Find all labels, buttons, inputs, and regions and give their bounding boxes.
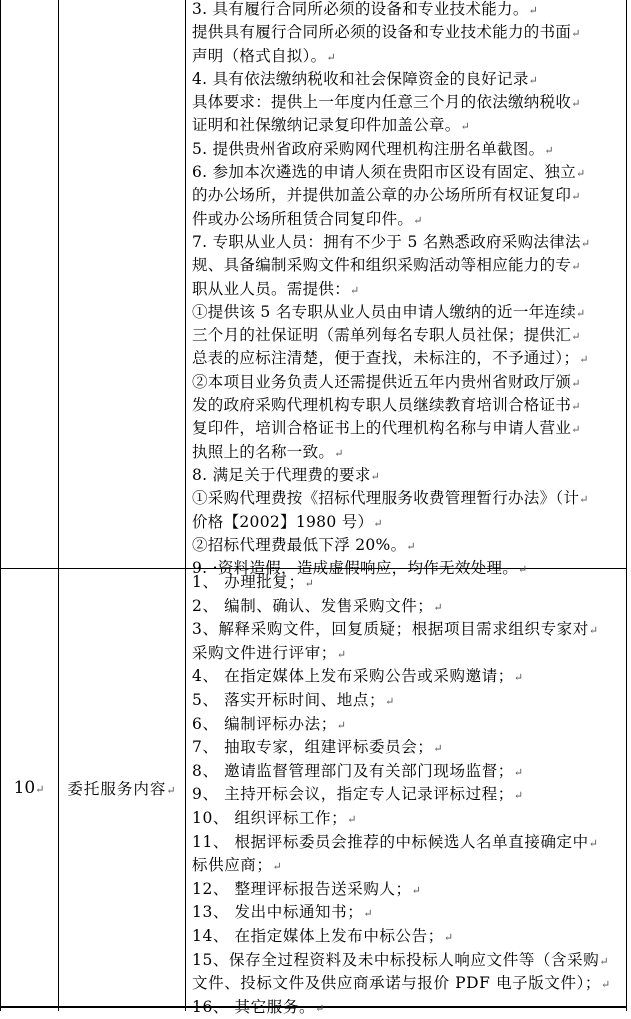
paragraph-mark: ↵: [588, 836, 599, 850]
paragraph-mark: ↵: [460, 120, 471, 134]
paragraph-mark: ↵: [579, 493, 589, 507]
paragraph-mark: ↵: [373, 516, 383, 530]
content-line: 总表的应标注清楚，便于查找，未标注的，不予通过）；↵: [192, 349, 589, 368]
content-line: 7、 抽取专家，组建评标委员会；↵: [192, 738, 444, 757]
paragraph-mark: ↵: [350, 283, 360, 297]
content-line: 6、 编制评标办法；↵: [192, 714, 347, 733]
paragraph-mark: ↵: [347, 812, 358, 826]
content-line: 13、 发出中标通知书；↵: [192, 903, 374, 922]
paragraph-mark: ↵: [363, 907, 374, 921]
paragraph-mark: ↵: [580, 236, 591, 250]
content-line: 8. 满足关于代理费的要求↵: [192, 465, 381, 484]
content-line: 11、 根据评标委员会推荐的中标候选人名单直接确定中↵: [192, 832, 599, 851]
paragraph-mark: ↵: [304, 577, 315, 590]
paragraph-mark: ↵: [433, 600, 444, 614]
content-line: 5、 落实开标时间、地点；↵: [192, 690, 395, 709]
content-line: 证明和社保缴纳记录复印件加盖公章。↵: [192, 116, 471, 135]
paragraph-mark: ↵: [413, 213, 423, 227]
content-line: 规、具备编制采购文件和组织采购活动等相应能力的专↵: [192, 256, 581, 275]
paragraph-mark: ↵: [544, 143, 554, 157]
content-line: 价格【2002】1980 号）↵: [192, 512, 383, 531]
content-line: 2、 编制、确认、发售采购文件；↵: [192, 596, 444, 615]
table-border-left: [0, 0, 1, 1011]
paragraph-mark: ↵: [571, 260, 581, 274]
content-line: 4. 具有依法缴纳税收和社会保障资金的良好记录↵: [192, 69, 539, 88]
paragraph-mark: ↵: [334, 446, 344, 460]
paragraph-mark: ↵: [528, 73, 539, 87]
paragraph-mark: ↵: [571, 330, 581, 344]
paragraph-mark: ↵: [588, 624, 599, 638]
paragraph-mark: ↵: [315, 1001, 325, 1015]
paragraph-mark: ↵: [579, 353, 589, 367]
paragraph-mark: ↵: [571, 97, 581, 111]
paragraph-mark: ↵: [571, 190, 581, 204]
paragraph-mark: ↵: [576, 167, 586, 181]
content-line: 15、保存全过程资料及未中标投标人响应文件等（含采购↵: [192, 950, 610, 969]
content-line: 职从业人员。需提供：↵: [192, 279, 360, 298]
paragraph-mark: ↵: [411, 883, 422, 897]
paragraph-mark: ↵: [272, 860, 283, 874]
content-line: 3、解释采购文件，回复质疑；根据项目需求组织专家对↵: [192, 620, 599, 639]
content-line: 件或办公场所租赁合同复印件。↵: [192, 209, 423, 228]
paragraph-mark: ↵: [406, 539, 416, 553]
content-line: 6. 参加本次遴选的申请人须在贵阳市区设有固定、独立↵: [192, 163, 586, 182]
content-line: 三个月的社保证明（需单列每名专职人员社保；提供汇↵: [192, 326, 581, 345]
row-label: 委托服务内容↵: [67, 780, 177, 798]
paragraph-mark: ↵: [571, 27, 581, 41]
content-line: 文件、投标文件及供应商承诺与报价 PDF 电子版文件）；↵: [192, 974, 611, 993]
content-line: 4、 在指定媒体上发布采购公告或采购邀请；↵: [192, 667, 524, 686]
paragraph-mark: ↵: [599, 954, 610, 968]
paragraph-mark: ↵: [326, 50, 336, 64]
content-line: ②招标代理费最低下浮 20%。↵: [192, 535, 416, 554]
content-line: 采购文件进行评审；↵: [192, 643, 347, 662]
content-line: ①提供该 5 名专职从业人员由申请人缴纳的近一年连续↵: [192, 302, 586, 321]
table-border-right: [626, 0, 627, 1011]
row-number: 10↵: [13, 778, 45, 798]
paragraph-mark: ↵: [601, 978, 611, 992]
content-line: 具体要求：提供上一年度内任意三个月的依法缴纳税收↵: [192, 93, 581, 112]
paragraph-mark: ↵: [336, 647, 347, 661]
content-line: 14、 在指定媒体上发布中标公告；↵: [192, 926, 454, 945]
content-line: 3. 具有履行合同所必须的设备和专业技术能力。↵: [192, 0, 539, 18]
content-line: ①采购代理费按《招标代理服务收费管理暂行办法》（计↵: [192, 489, 589, 508]
paragraph-mark: ↵: [518, 563, 528, 577]
paragraph-mark: ↵: [513, 789, 524, 803]
content-line: 9、 主持开标会议，指定专人记录评标过程；↵: [192, 785, 524, 804]
content-line: 16、 其它服务。↵: [192, 997, 325, 1016]
content-line: 9. ·资料造假，造成虚假响应，均作无效处理。↵: [192, 559, 528, 578]
content-line: 声明（格式自拟）。↵: [192, 46, 336, 65]
paragraph-mark: ↵: [513, 671, 524, 685]
column-divider-2: [185, 0, 186, 1011]
paragraph-mark: ↵: [443, 930, 454, 944]
content-line: 8、 邀请监督管理部门及有关部门现场监督；↵: [192, 761, 524, 780]
paragraph-mark: ↵: [336, 718, 347, 732]
content-line: 的办公场所，并提供加盖公章的办公场所所有权证复印↵: [192, 186, 581, 205]
row-10-content: [192, 571, 624, 1019]
content-line: 提供具有履行合同所必须的设备和专业技术能力的书面↵: [192, 23, 581, 42]
content-line: 7. 专职从业人员：拥有不少于 5 名熟悉政府采购法律法↵: [192, 232, 591, 251]
paragraph-mark: ↵: [571, 400, 581, 414]
content-line: ②本项目业务负责人还需提供近五年内贵州省财政厅颁↵: [192, 372, 581, 391]
content-line: 标供应商；↵: [192, 856, 283, 875]
content-line: 5. 提供贵州省政府采购网代理机构注册名单截图。↵: [192, 139, 554, 158]
content-line: 复印件，培训合格证书上的代理机构名称与申请人营业↵: [192, 419, 581, 438]
paragraph-mark: ↵: [513, 765, 524, 779]
content-line: 执照上的名称一致。↵: [192, 442, 344, 461]
paragraph-mark: ↵: [370, 469, 381, 483]
row-9-content: [192, 0, 624, 580]
content-line: 发的政府采购代理机构专职人员继续教育培训合格证书↵: [192, 396, 581, 415]
paragraph-mark: ↵: [571, 423, 581, 437]
paragraph-mark: ↵: [571, 376, 581, 390]
content-line: 1、 办理批复；↵: [192, 573, 315, 591]
paragraph-mark: ↵: [576, 306, 586, 320]
paragraph-mark: ↵: [385, 694, 395, 708]
content-line: 12、 整理评标报告送采购人；↵: [192, 879, 422, 898]
content-line: 10、 组织评标工作；↵: [192, 808, 358, 827]
paragraph-mark: ↵: [433, 742, 444, 756]
column-divider-1: [58, 0, 59, 1011]
paragraph-mark: ↵: [528, 4, 539, 17]
